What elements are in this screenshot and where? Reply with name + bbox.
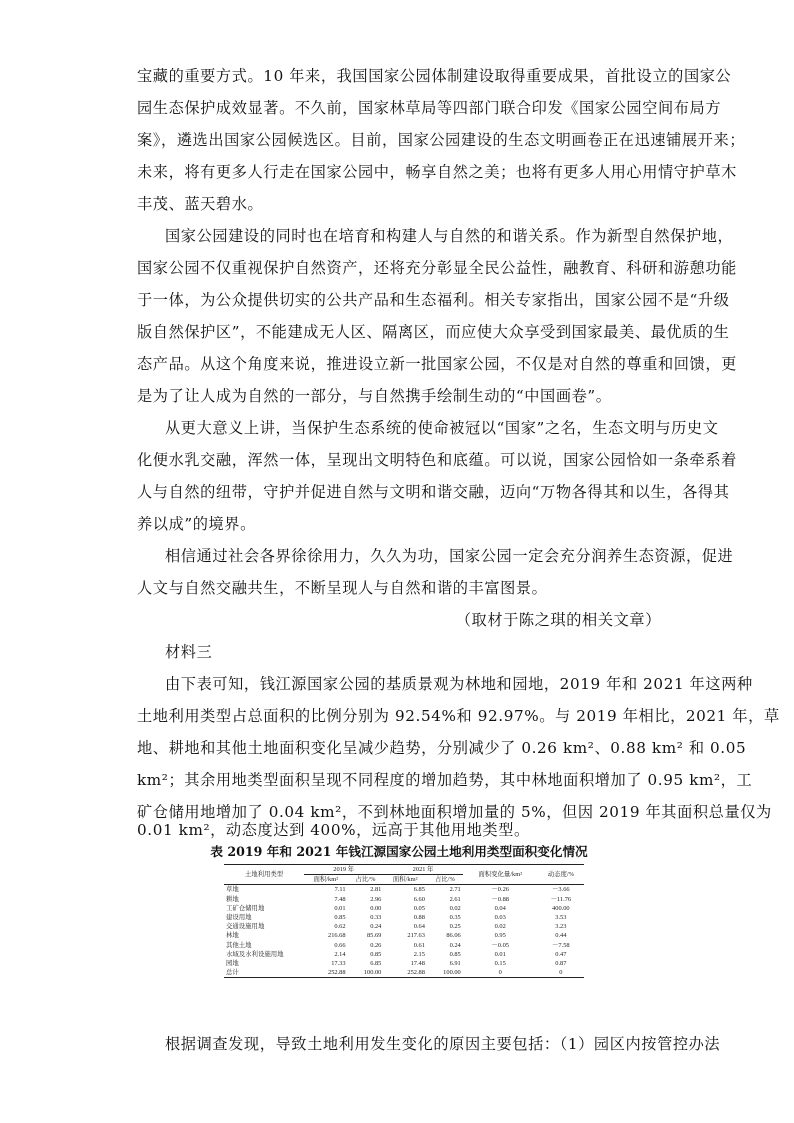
table-row [224, 931, 584, 940]
table-row [224, 904, 584, 913]
body-line: 矿仓储用地增加了 0.04 km²，不到林地面积增加量的 5%，但因 2019 年其面积总量仅为 [137, 803, 772, 821]
land-use-table [224, 864, 584, 978]
table-cell: －0.05 [491, 941, 509, 949]
col-header-dynamic: 动态度/% [538, 865, 584, 885]
table-cell: 100.00 [427, 968, 463, 978]
table-cell: －11.76 [550, 895, 572, 903]
col-header-2021: 2021 年 [383, 865, 462, 875]
table-cell: 2.15 [413, 950, 425, 958]
table-row [224, 941, 584, 950]
col-header-area-2019: 面积/km² [304, 875, 348, 885]
body-line: 土地利用类型占总面积的比例分别为 92.54%和 92.97%。与 2019 年相比，2021 年，草 [137, 707, 780, 725]
table-row [224, 922, 584, 931]
body-line: 态产品。从这个角度来说，推进设立新一批国家公园，不仅是对自然的尊重和回馈，更 [137, 355, 737, 373]
table-cell: 0.47 [555, 950, 567, 958]
table-cell: 0.00 [370, 904, 382, 912]
table-cell: 7.11 [334, 886, 346, 894]
body-line: 从更大意义上讲，当保护生态系统的使命被冠以“国家”之名，生态文明与历史文 [165, 419, 719, 437]
table-header-row [224, 865, 584, 875]
row-label: 建设用地 [226, 914, 252, 922]
body-line: 版自然保护区”，不能建成无人区、隔离区，而应使大众享受到国家最美、最优质的生 [137, 323, 730, 341]
table-cell: 3.53 [555, 914, 567, 922]
table-cell: 0.85 [370, 950, 382, 958]
row-label: 总计 [224, 968, 304, 978]
body-line: 人文与自然交融共生，不断呈现人与自然和谐的丰富图景。 [137, 579, 548, 597]
table-cell: 6.60 [413, 895, 425, 903]
table-cell: 0.25 [449, 923, 461, 931]
body-line: 根据调查发现，导致土地利用发生变化的原因主要包括：（1）园区内按管控办法 [165, 1035, 721, 1053]
table-cell: 0.87 [555, 960, 567, 968]
body-line: 未来，将有更多人行走在国家公园中，畅享自然之美；也将有更多人用心用情守护草木 [137, 163, 737, 181]
table-row [224, 950, 584, 959]
row-label: 林地 [226, 932, 239, 940]
table-cell: 6.85 [413, 886, 425, 894]
body-line: 国家公园不仅重视保护自然资产，还将充分彰显全民公益性，融教育、科研和游憩功能 [137, 259, 737, 277]
body-line: 0.01 km²，动态度达到 400%，远高于其他用地类型。 [137, 821, 530, 839]
col-header-change: 面积变化量/km² [463, 865, 538, 885]
table-cell: 0.33 [370, 914, 382, 922]
table-cell: 0 [463, 968, 538, 978]
table-row [224, 895, 584, 904]
table-cell: 7.48 [334, 895, 346, 903]
table-cell: 0.35 [449, 914, 461, 922]
row-label: 交通设施用地 [226, 923, 265, 931]
body-line: 园生态保护成效显著。不久前，国家林草局等四部门联合印发《国家公园空间布局方 [137, 99, 722, 117]
table-cell: 17.33 [331, 960, 346, 968]
table-cell: 0.85 [449, 950, 461, 958]
table-cell: 0.26 [370, 941, 382, 949]
table-cell: －7.58 [552, 941, 570, 949]
table-cell: －3.66 [552, 886, 570, 894]
table-cell: 0.15 [494, 960, 506, 968]
col-header-2019: 2019 年 [304, 865, 383, 875]
table-row [224, 885, 584, 895]
table-cell: 2.61 [449, 895, 461, 903]
body-line: 宝藏的重要方式。10 年来，我国国家公园体制建设取得重要成果，首批设立的国家公 [137, 67, 732, 85]
table-cell: 2.14 [334, 950, 346, 958]
table-cell: 0.04 [494, 904, 506, 912]
table-cell: 0.02 [449, 904, 461, 912]
body-line: 由下表可知，钱江源国家公园的基质景观为林地和园地，2019 年和 2021 年这两种 [165, 675, 753, 693]
table-cell: 0.88 [413, 914, 425, 922]
table-cell: 216.68 [328, 932, 346, 940]
body-line: km²；其余用地类型面积呈现不同程度的增加趋势，其中林地面积增加了 0.95 km²，工 [137, 771, 753, 789]
row-label: 水域及水利设施用地 [226, 950, 284, 958]
table-cell: 2.96 [370, 895, 382, 903]
row-label: 其他土地 [226, 941, 252, 949]
table-cell: 0.66 [334, 941, 346, 949]
body-line: 相信通过社会各界徐徐用力，久久为功，国家公园一定会充分润养生态资源，促进 [165, 547, 734, 565]
table-cell: 100.00 [348, 968, 384, 978]
body-line: 是为了让人成为自然的一部分，与自然携手绘制生动的“中国画卷”。 [137, 387, 612, 405]
table-cell: 0.61 [413, 941, 425, 949]
row-label: 园地 [226, 960, 239, 968]
table-cell: 0.62 [334, 923, 346, 931]
table-cell: 0.24 [370, 923, 382, 931]
body-line: 国家公园建设的同时也在培育和构建人与自然的和谐关系。作为新型自然保护地， [165, 227, 734, 245]
table-cell: 3.23 [555, 923, 567, 931]
body-line: 养以成”的境界。 [137, 515, 256, 533]
table-caption: 表 2019 年和 2021 年钱江源国家公园土地利用类型面积变化情况 [210, 844, 588, 859]
table-cell: 252.88 [304, 968, 348, 978]
table-cell: 6.91 [449, 960, 461, 968]
body-line: 化便水乳交融，浑然一体，呈现出文明特色和底蕴。可以说，国家公园恰如一条牵系着 [137, 451, 737, 469]
row-label: 耕地 [226, 895, 239, 903]
table-cell: 400.00 [552, 904, 570, 912]
table-cell: 0.01 [494, 950, 506, 958]
col-header-ratio-2019: 占比/% [348, 875, 384, 885]
table-cell: 2.81 [370, 886, 382, 894]
source-citation: （取材于陈之琪的相关文章） [455, 611, 661, 629]
table-cell: 0.44 [555, 932, 567, 940]
table-cell: 0.01 [334, 904, 346, 912]
table-row [224, 913, 584, 922]
table-cell: 217.63 [407, 932, 425, 940]
row-label: 草地 [226, 886, 239, 894]
col-header-ratio-2021: 占比/% [427, 875, 463, 885]
row-label: 工矿仓储用地 [226, 904, 265, 912]
body-line: 案》，遴选出国家公园候选区。目前，国家公园建设的生态文明画卷正在迅速铺展开来； [137, 131, 746, 149]
table-cell: 252.88 [383, 968, 427, 978]
table-cell: 0.95 [494, 932, 506, 940]
table-cell: 0.24 [449, 941, 461, 949]
table-cell: 85.69 [366, 932, 382, 940]
table-cell: 0 [538, 968, 584, 978]
table-cell: 0.05 [413, 904, 425, 912]
table-row [224, 968, 584, 978]
table-cell: 17.48 [410, 960, 425, 968]
col-header-area-2021: 面积/km² [383, 875, 427, 885]
table-cell: 0.64 [413, 923, 425, 931]
table-cell: 0.85 [334, 914, 346, 922]
table-cell: 2.71 [449, 886, 461, 894]
table-cell: 86.06 [446, 932, 461, 940]
table-cell: －0.26 [491, 886, 509, 894]
table-cell: 0.03 [494, 914, 506, 922]
table-cell: 6.85 [370, 960, 382, 968]
body-line: 于一体，为公众提供切实的公共产品和生态福利。相关专家指出，国家公园不是“升级 [137, 291, 730, 309]
col-header-type: 土地利用类型 [224, 865, 304, 885]
table-cell: －0.88 [491, 895, 509, 903]
body-line: 丰茂、蓝天碧水。 [137, 195, 264, 213]
body-line: 地、耕地和其他土地面积变化呈减少趋势，分别减少了 0.26 km²、0.88 km² 和 0.05 [137, 739, 747, 757]
table-cell: 0.02 [494, 923, 506, 931]
section-heading: 材料三 [165, 643, 213, 661]
body-line: 人与自然的纽带，守护并促进自然与文明和谐交融，迈向“万物各得其和以生，各得其 [137, 483, 730, 501]
table-row [224, 959, 584, 968]
